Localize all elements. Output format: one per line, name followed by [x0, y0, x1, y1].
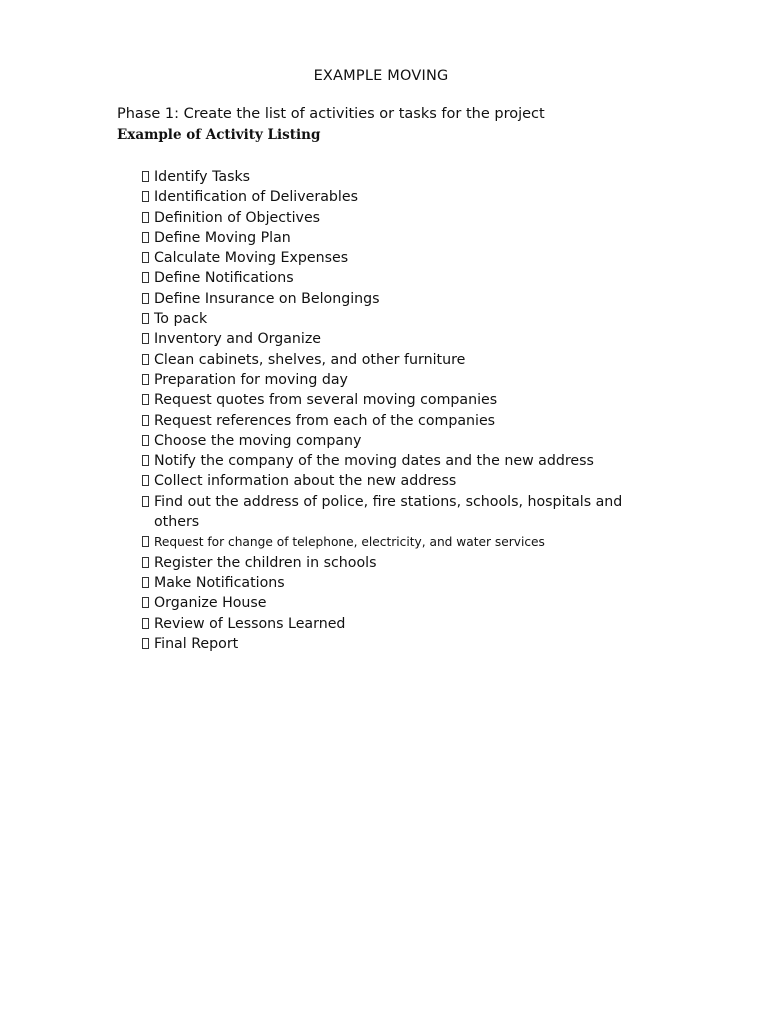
checkbox-icon — [142, 577, 149, 588]
checkbox-icon — [142, 313, 149, 324]
checkbox-icon — [142, 536, 149, 547]
task-item — [142, 289, 702, 309]
checkbox-icon — [142, 394, 149, 405]
checkbox-icon — [142, 171, 149, 182]
task-item — [142, 593, 702, 613]
checkbox-icon — [142, 252, 149, 263]
task-label: Identification of Deliverables — [154, 189, 358, 206]
checkbox-icon — [142, 618, 149, 629]
task-item — [142, 228, 702, 248]
phase-description: Phase 1: Create the list of activities or tasks for the project — [117, 106, 545, 122]
task-item — [142, 309, 702, 329]
task-label: Inventory and Organize — [154, 331, 322, 348]
task-item — [142, 370, 702, 390]
task-label: Review of Lessons Learned — [154, 615, 346, 632]
task-item — [142, 268, 702, 288]
task-label: Define Notifications — [154, 270, 294, 287]
task-item — [142, 329, 702, 349]
task-label: Request for change of telephone, electricity, and water services — [154, 535, 545, 550]
task-label: Organize House — [154, 595, 267, 612]
checkbox-icon — [142, 475, 149, 486]
task-item — [142, 167, 702, 187]
checkbox-icon — [142, 415, 149, 426]
task-label: Preparation for moving day — [154, 371, 348, 388]
task-label: Define Insurance on Belongings — [154, 290, 380, 307]
task-label: Request references from each of the companies — [154, 412, 496, 429]
task-item — [142, 492, 702, 533]
task-item — [142, 553, 702, 573]
task-item — [142, 208, 702, 228]
task-item — [142, 573, 702, 593]
task-label: To pack — [154, 311, 208, 328]
task-label: Calculate Moving Expenses — [154, 250, 349, 267]
task-label: Collect information about the new address — [154, 473, 457, 490]
task-item — [142, 350, 702, 370]
checkbox-icon — [142, 597, 149, 608]
task-item — [142, 614, 702, 634]
task-item — [142, 248, 702, 268]
checkbox-icon — [142, 455, 149, 466]
task-label: Find out the address of police, fire stations, schools, hospitals and others — [154, 493, 623, 531]
checkbox-icon — [142, 374, 149, 385]
task-label: Define Moving Plan — [154, 229, 291, 246]
task-list — [142, 167, 702, 654]
checkbox-icon — [142, 232, 149, 243]
task-item — [142, 532, 702, 552]
task-item — [142, 187, 702, 207]
task-label: Register the children in schools — [154, 554, 377, 571]
task-item — [142, 471, 702, 491]
task-label: Identify Tasks — [154, 169, 251, 185]
task-label: Definition of Objectives — [154, 209, 321, 226]
checkbox-icon — [142, 191, 149, 202]
checkbox-icon — [142, 557, 149, 568]
task-item — [142, 390, 702, 410]
task-item — [142, 451, 702, 471]
checkbox-icon — [142, 638, 149, 649]
checkbox-icon — [142, 212, 149, 223]
checkbox-icon — [142, 293, 149, 304]
task-item — [142, 634, 702, 654]
task-label: Notify the company of the moving dates and the new address — [154, 453, 594, 470]
task-label: Clean cabinets, shelves, and other furniture — [154, 351, 466, 368]
task-item — [142, 411, 702, 431]
task-label: Choose the moving company — [154, 432, 362, 449]
task-label: Final Report — [154, 635, 239, 652]
task-label: Make Notifications — [154, 574, 285, 591]
checkbox-icon — [142, 435, 149, 446]
task-item — [142, 431, 702, 451]
task-label: Request quotes from several moving companies — [154, 392, 498, 409]
checkbox-icon — [142, 354, 149, 365]
section-heading: Example of Activity Listing — [117, 127, 321, 143]
document-title: EXAMPLE MOVING — [313, 68, 449, 84]
checkbox-icon — [142, 333, 149, 344]
checkbox-icon — [142, 272, 149, 283]
checkbox-icon — [142, 496, 149, 507]
